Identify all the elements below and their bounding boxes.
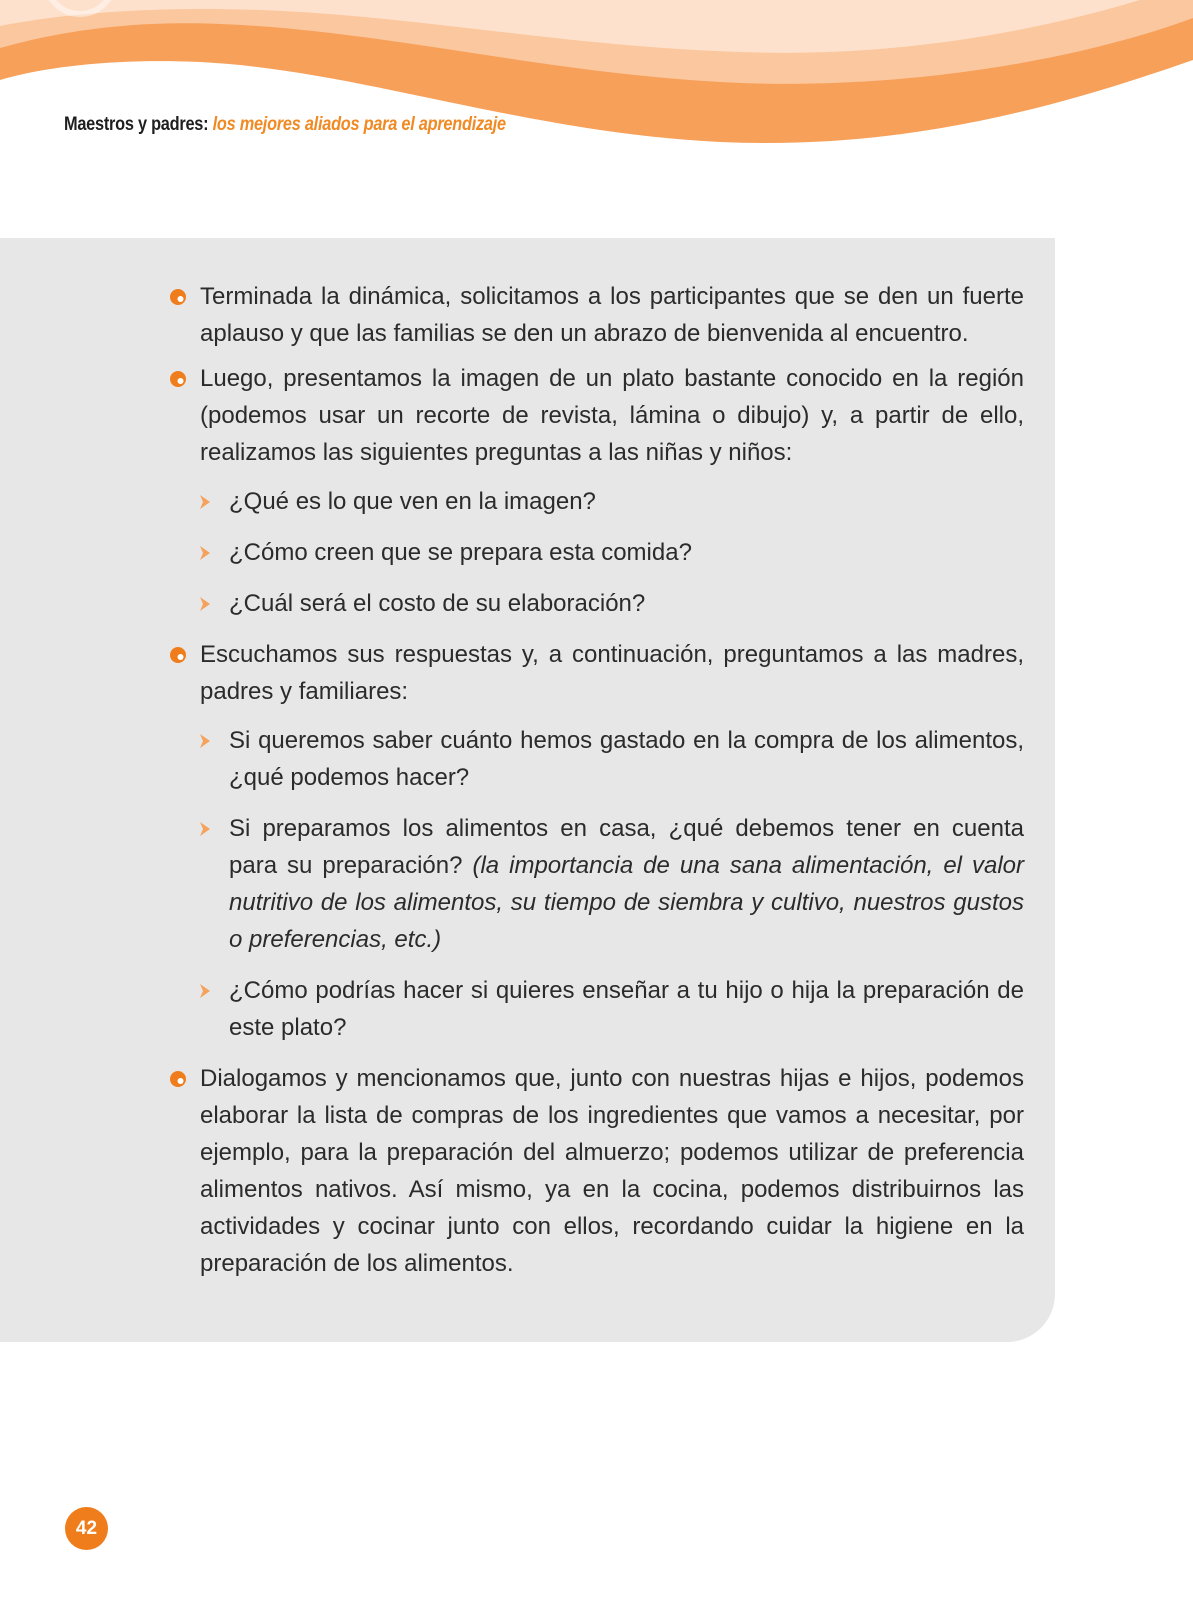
orange-circle-bullet-icon bbox=[170, 289, 186, 305]
list-item-text: Dialogamos y mencionamos que, junto con nuestras hijas e hijos, podemos elaborar la lista de compras de los ingredientes que vamos a necesitar, por ejemplo, para la preparación del almuerzo; podemos utilizar de preferencia alimentos nativos. Así mismo, ya en la cocina, podemos distribuirnos las actividades y cocinar junto con ellos, recordando cuidar la higiene en la preparación de los alimentos. bbox=[200, 1065, 1024, 1277]
orange-chevron-right-icon bbox=[199, 983, 211, 999]
orange-chevron-right-icon bbox=[199, 596, 211, 612]
orange-chevron-right-icon bbox=[199, 821, 211, 837]
orange-chevron-right-icon bbox=[199, 545, 211, 561]
running-header bbox=[64, 114, 506, 136]
page-number: 42 bbox=[75, 1518, 98, 1539]
header-title-accent: los mejores aliados para el aprendizaje bbox=[212, 114, 506, 135]
question-item bbox=[229, 972, 1024, 1046]
orange-chevron-right-icon bbox=[199, 494, 211, 510]
orange-chevron-right-icon bbox=[199, 733, 211, 749]
question-item bbox=[229, 810, 1024, 958]
page-number-badge bbox=[65, 1507, 108, 1550]
question-text: ¿Qué es lo que ven en la imagen? bbox=[229, 488, 596, 515]
header-wave-decoration bbox=[0, 0, 1193, 160]
question-text: Si preparamos los alimentos en casa, ¿qué debemos tener en cuenta para su preparación? bbox=[229, 815, 1024, 879]
list-item bbox=[200, 636, 1024, 710]
question-note: (la importancia de una sana alimentación, el valor nutritivo de los alimentos, su tiempo de siembra y cultivo, nuestros gustos o preferencias, etc.) bbox=[229, 852, 1025, 953]
orange-circle-bullet-icon bbox=[170, 647, 186, 663]
question-item bbox=[229, 534, 1024, 571]
list-item-text: Luego, presentamos la imagen de un plato bastante conocido en la región (podemos usar un recorte de revista, lámina o dibujo) y, a partir de ello, realizamos las siguientes preguntas a las niñas y niños: bbox=[200, 365, 1024, 466]
question-text: ¿Cuál será el costo de su elaboración? bbox=[229, 590, 646, 617]
orange-circle-bullet-icon bbox=[170, 371, 186, 387]
question-text: ¿Cómo podrías hacer si quieres enseñar a tu hijo o hija la preparación de este plato? bbox=[229, 977, 1024, 1041]
question-item bbox=[229, 483, 1024, 520]
list-item-text: Escuchamos sus respuestas y, a continuación, preguntamos a las madres, padres y familiares: bbox=[200, 641, 1024, 705]
question-text: Si queremos saber cuánto hemos gastado en la compra de los alimentos, ¿qué podemos hacer? bbox=[229, 727, 1024, 791]
question-item bbox=[229, 722, 1024, 796]
question-sublist bbox=[200, 483, 1024, 622]
orange-circle-bullet-icon bbox=[170, 1071, 186, 1087]
question-item bbox=[229, 585, 1024, 622]
list-item-text: Terminada la dinámica, solicitamos a los participantes que se den un fuerte aplauso y que las familias se den un abrazo de bienvenida al encuentro. bbox=[200, 283, 1024, 347]
question-sublist bbox=[200, 722, 1024, 1046]
list-item bbox=[200, 1060, 1024, 1282]
activity-list bbox=[200, 278, 1024, 1290]
header-title-lead: Maestros y padres: bbox=[64, 114, 209, 135]
question-text: ¿Cómo creen que se prepara esta comida? bbox=[229, 539, 692, 566]
list-item bbox=[200, 360, 1024, 471]
list-item bbox=[200, 278, 1024, 352]
